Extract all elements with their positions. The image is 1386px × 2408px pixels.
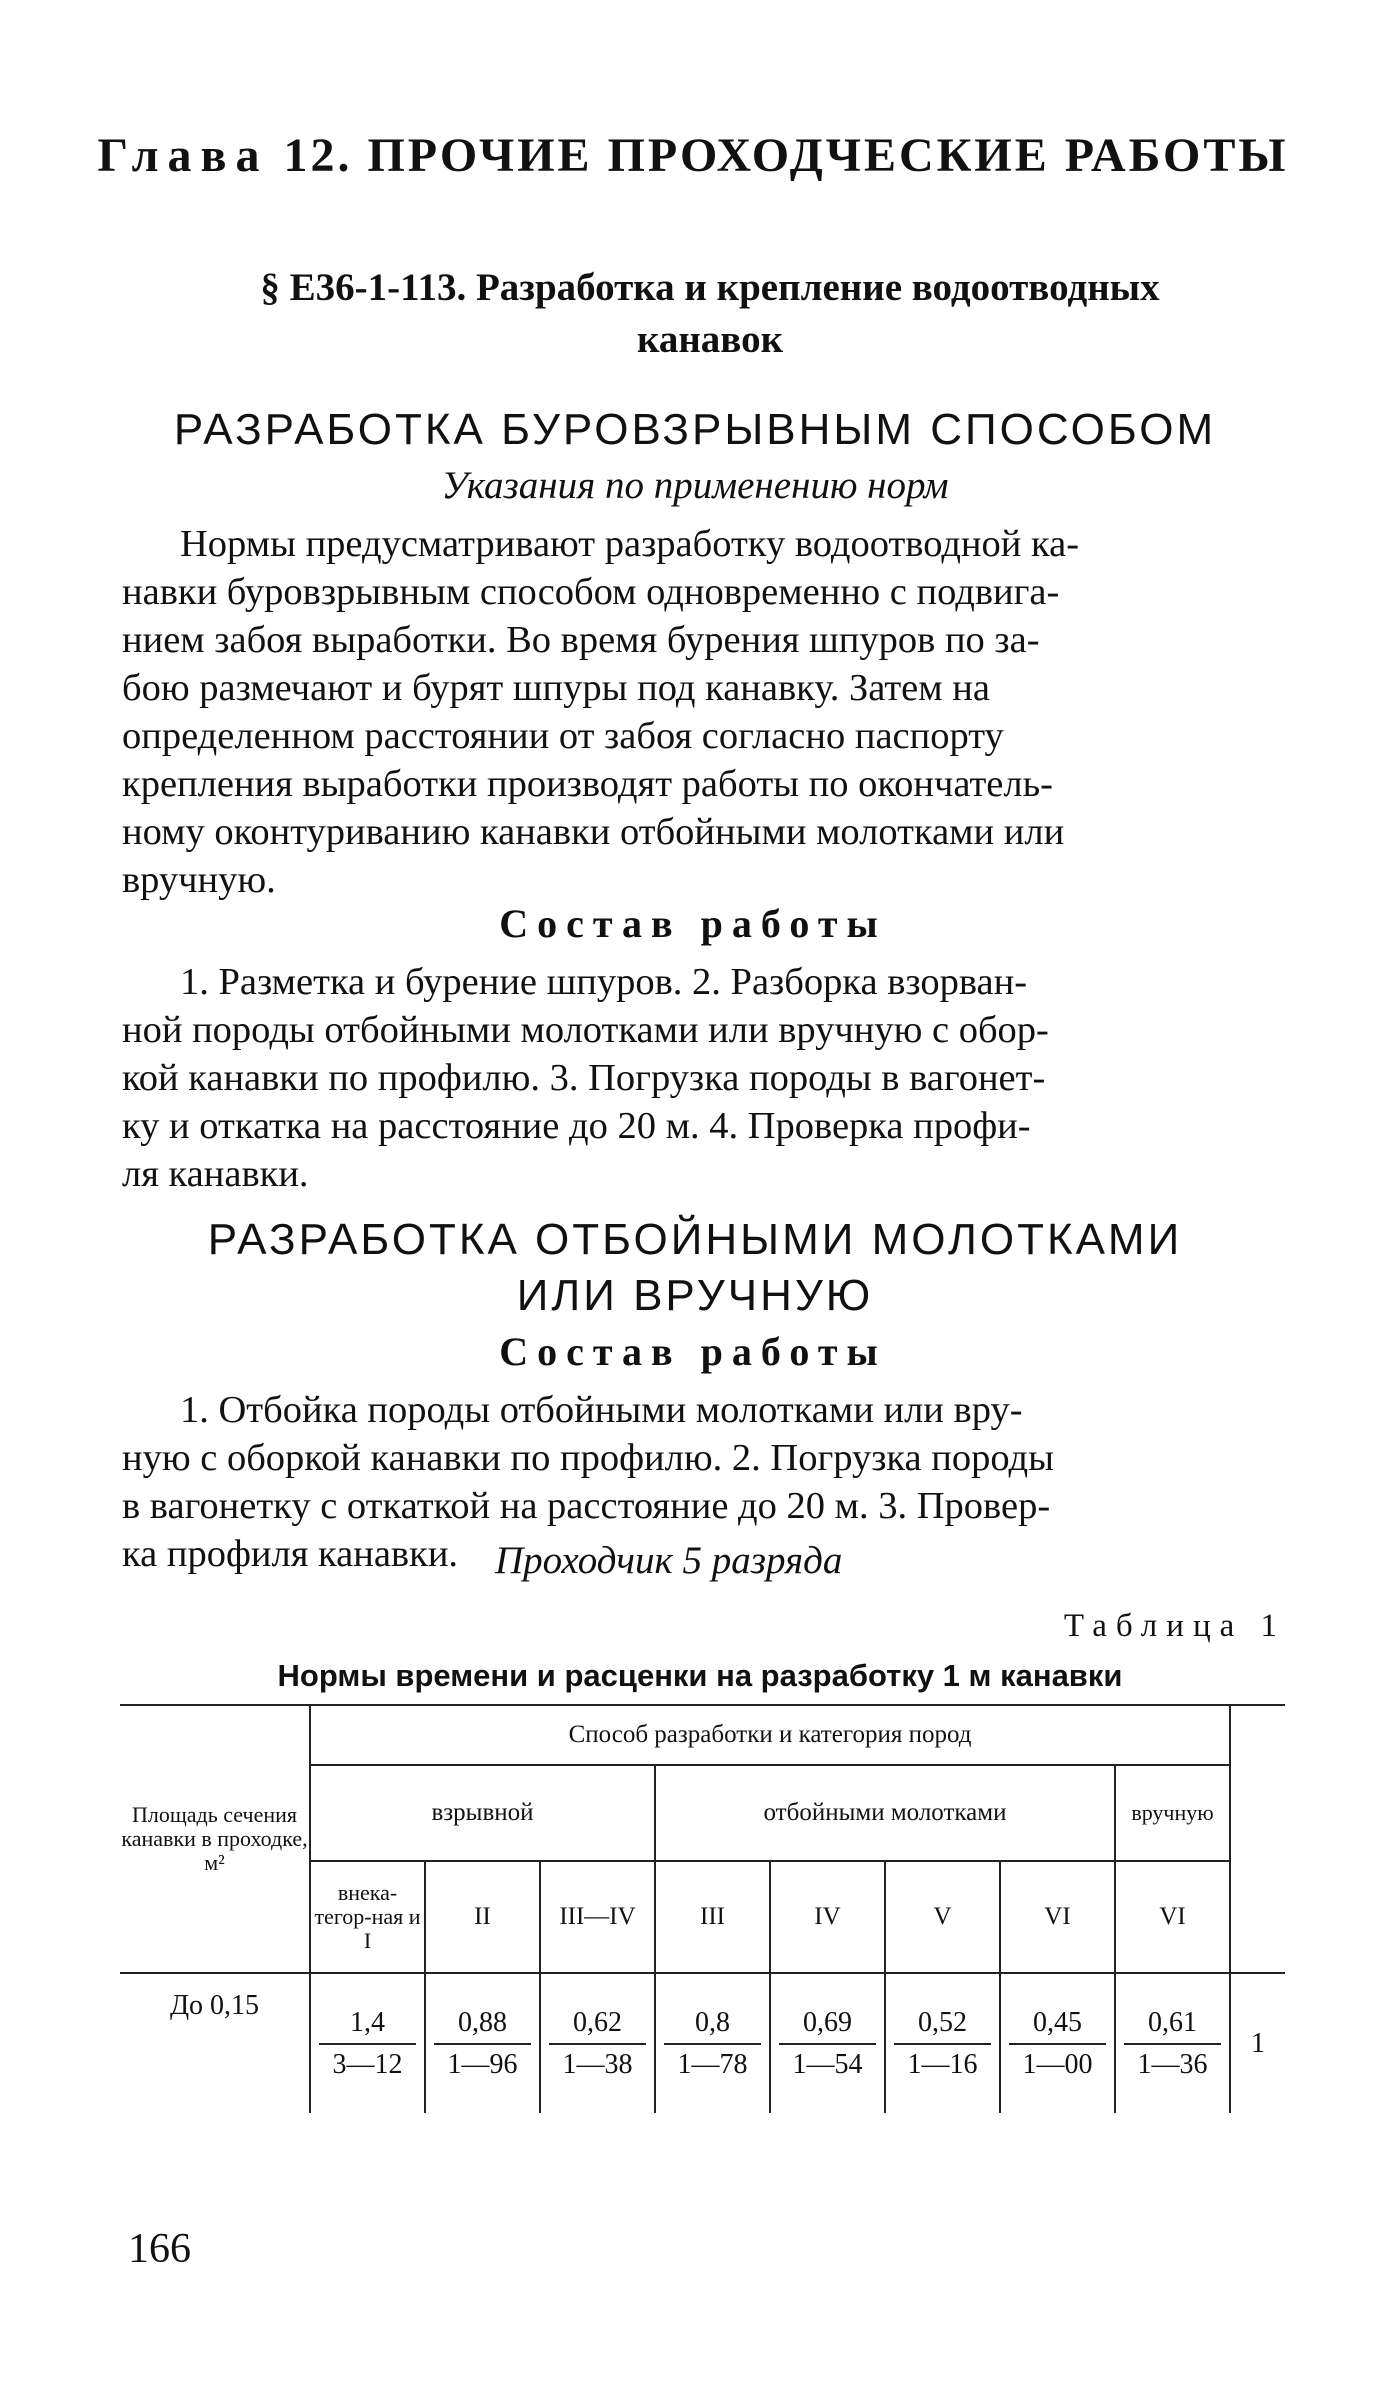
rate-value: 1—00 [1022, 2048, 1093, 2080]
text-line: вручную. [122, 859, 276, 901]
rate-value: 1—54 [792, 2048, 863, 2080]
text-line: ную с оборкой канавки по профилю. 2. Погрузка породы [122, 1437, 1054, 1479]
part2-heading-line2: ИЛИ ВРУЧНУЮ [516, 1271, 874, 1320]
method-hammer-header: отбойными молотками [655, 1765, 1115, 1861]
value-cell [425, 1973, 540, 2113]
category-header: VI [1115, 1861, 1230, 1973]
norm-value: 0,45 [1009, 2001, 1106, 2045]
part1-work-heading: Состав работы [499, 901, 887, 946]
part1-heading: РАЗРАБОТКА БУРОВЗРЫВНЫМ СПОСОБОМ [173, 405, 1217, 454]
text-line: 1. Разметка и бурение шпуров. 2. Разборка взорван- [180, 961, 1028, 1003]
method-blast-header: взрывной [310, 1765, 655, 1861]
text-line: в вагонетку с откаткой на расстояние до 20 м. 3. Провер- [122, 1485, 1051, 1527]
text-line: ка профиля канавки. [122, 1533, 459, 1575]
value-cell [1000, 1973, 1115, 2113]
table-row [120, 1973, 1285, 2113]
section-title-line2: канавок [636, 318, 784, 361]
text-line: крепления выработки производят работы по окончатель- [122, 763, 1053, 805]
value-cell [310, 1973, 425, 2113]
method-manual-header: вручную [1115, 1765, 1230, 1861]
part1-subheading: Указания по применению норм [441, 464, 949, 507]
norms-table [120, 1704, 1285, 2113]
text-line: ля канавки. [122, 1153, 309, 1195]
chapter-lead: Глава [97, 129, 269, 182]
category-header: III [655, 1861, 770, 1973]
category-header: V [885, 1861, 1000, 1973]
part2-heading [120, 1212, 1270, 1324]
area-header: Площадь сечения канавки в проходке, м² [120, 1705, 310, 1973]
value-cell [885, 1973, 1000, 2113]
text-line: 1. Отбойка породы отбойными молотками или вру- [180, 1389, 1023, 1431]
norm-value: 0,8 [664, 2001, 761, 2045]
norm-value: 0,69 [779, 2001, 876, 2045]
value-cell [655, 1973, 770, 2113]
page-number: 166 [128, 2226, 191, 2272]
text-line: ку и откатка на расстояние до 20 м. 4. Проверка профи- [122, 1105, 1031, 1147]
norm-value: 0,88 [434, 2001, 531, 2045]
norm-value: 1,4 [319, 2001, 416, 2045]
area-cell: До 0,15 [120, 1973, 310, 2113]
part1-work-text [122, 958, 1282, 1198]
part1-text [122, 520, 1282, 904]
section-title-line1: § Е36-1-113. Разработка и крепление водоотводных [260, 266, 1160, 309]
category-header: VI [1000, 1861, 1115, 1973]
category-header: II [425, 1861, 540, 1973]
text-line: нием забоя выработки. Во время бурения шпуров по за- [122, 619, 1040, 661]
section-title [150, 262, 1270, 366]
row-number: 1 [1230, 1973, 1285, 2113]
category-header: III—IV [540, 1861, 655, 1973]
norm-value: 0,61 [1124, 2001, 1221, 2045]
table-caption: Нормы времени и расценки на разработку 1 м канавки [277, 1658, 1123, 1693]
text-line: Нормы предусматривают разработку водоотводной ка- [180, 523, 1080, 565]
norm-value: 0,62 [549, 2001, 646, 2045]
chapter-title [0, 128, 1386, 183]
spacer-cell [1230, 1705, 1285, 1973]
method-group-header: Способ разработки и категория пород [310, 1705, 1230, 1765]
rate-value: 1—96 [447, 2048, 518, 2080]
value-cell [540, 1973, 655, 2113]
text-line: навки буровзрывным способом одновременно с подвига- [122, 571, 1060, 613]
part2-heading-line1: РАЗРАБОТКА ОТБОЙНЫМИ МОЛОТКАМИ [207, 1215, 1183, 1264]
text-line: ной породы отбойными молотками или вручную с обор- [122, 1009, 1049, 1051]
table-label: Таблица 1 [1063, 1608, 1286, 1644]
category-header: внека-тегор-ная и I [310, 1861, 425, 1973]
rate-value: 1—36 [1137, 2048, 1208, 2080]
text-line: определенном расстоянии от забоя согласно паспорту [122, 715, 1004, 757]
text-line: ному оконтуриванию канавки отбойными молотками или [122, 811, 1065, 853]
value-cell [1115, 1973, 1230, 2113]
rate-value: 1—78 [677, 2048, 748, 2080]
rate-value: 1—38 [562, 2048, 633, 2080]
worker-grade: Проходчик 5 разряда [495, 1539, 843, 1582]
text-line: кой канавки по профилю. 3. Погрузка породы в вагонет- [122, 1057, 1046, 1099]
part2-work-heading: Состав работы [499, 1329, 887, 1374]
chapter-name: 12. ПРОЧИЕ ПРОХОДЧЕСКИЕ РАБОТЫ [283, 129, 1289, 182]
text-line: бою размечают и бурят шпуры под канавку. Затем на [122, 667, 990, 709]
rate-value: 1—16 [907, 2048, 978, 2080]
value-cell [770, 1973, 885, 2113]
category-header: IV [770, 1861, 885, 1973]
rate-value: 3—12 [332, 2048, 403, 2080]
norm-value: 0,52 [894, 2001, 991, 2045]
